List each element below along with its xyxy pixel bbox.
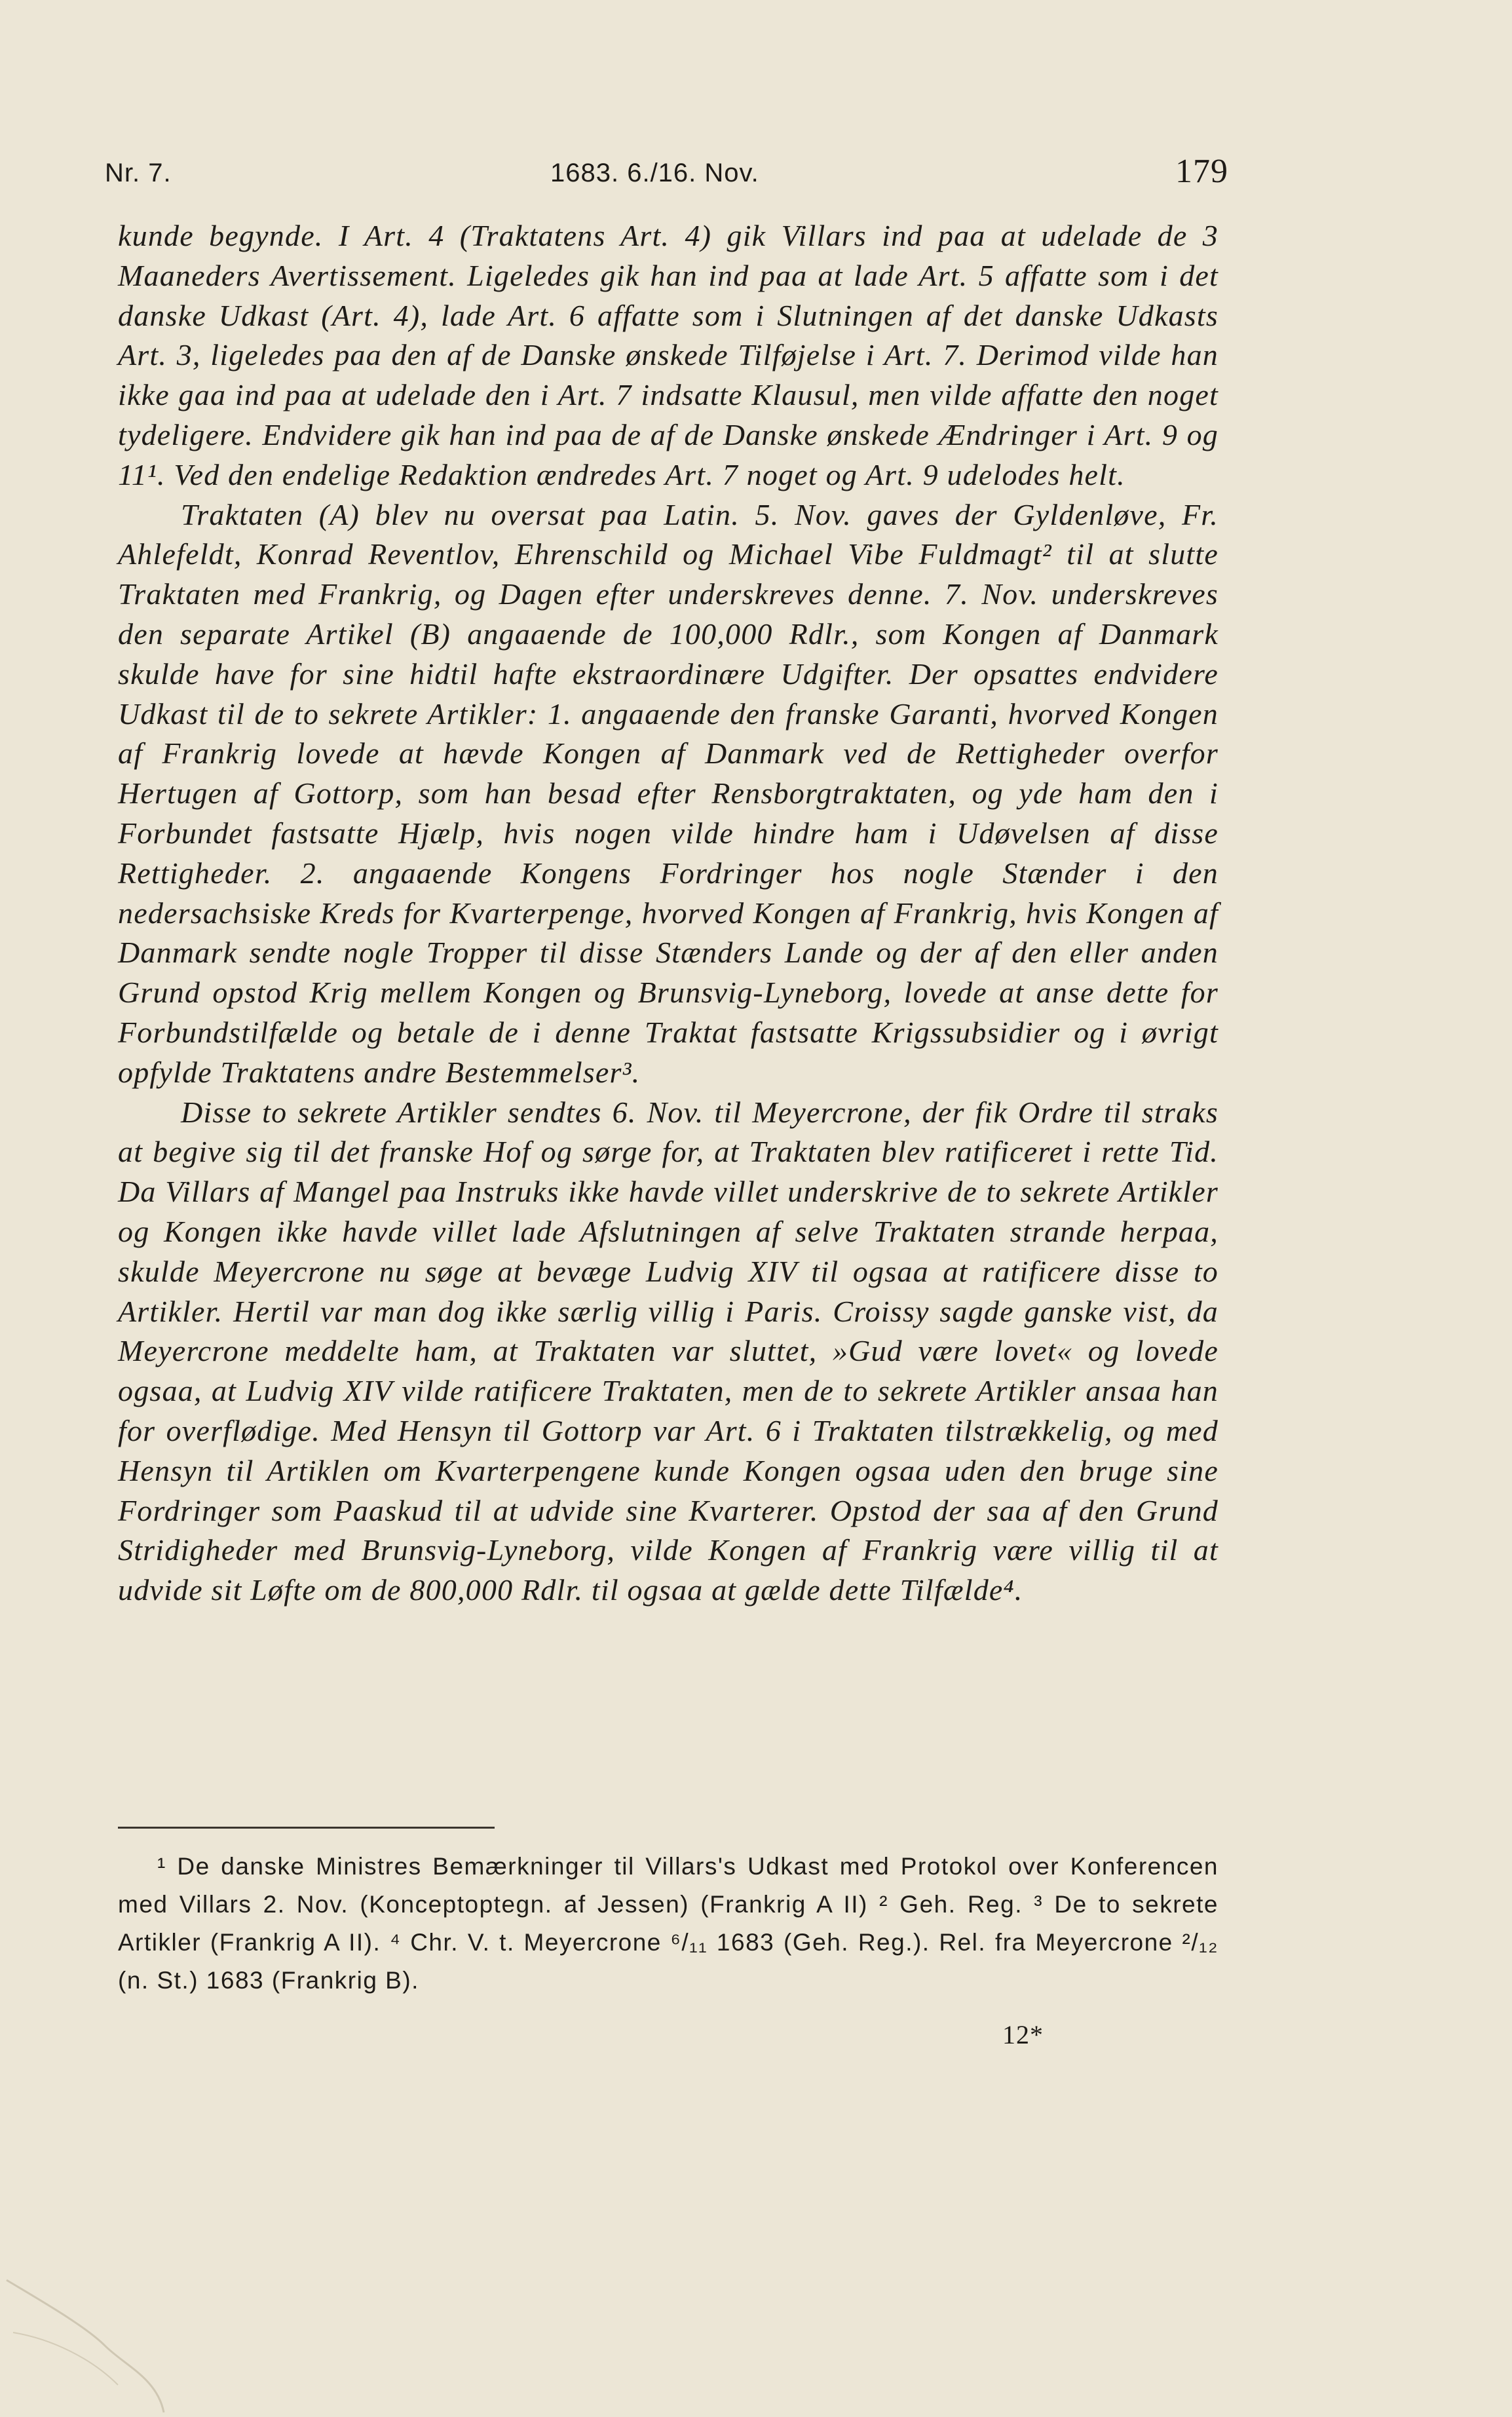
signature-mark: 12* bbox=[1002, 2020, 1044, 2049]
page-number: 179 bbox=[1175, 153, 1228, 190]
document-number: Nr. 7. bbox=[105, 159, 172, 187]
footnote-divider bbox=[118, 1827, 495, 1829]
running-header bbox=[105, 152, 1228, 198]
main-text bbox=[118, 216, 1219, 1610]
header-date: 1683. 6./16. Nov. bbox=[550, 159, 759, 187]
footnotes bbox=[118, 1848, 1219, 2000]
footnote-block: ¹ De danske Ministres Bemærkninger til Villars's Udkast med Protokol over Konferencen med Villars 2. Nov. (Konceptoptegn. af Jessen) (Frankrig A II) ² Geh. Reg. ³ De to sekrete Artikler (Frankrig A II). ⁴ Chr. V. t. Meyercrone ⁶/₁₁ 1683 (Geh. Reg.). Rel. fra Meyercrone ²/₁₂ (n. St.) 1683 (Frankrig B). bbox=[118, 1853, 1219, 1994]
page-edge-mark bbox=[0, 2241, 170, 2417]
paragraph: Disse to sekrete Artikler sendtes 6. Nov. til Meyercrone, der fik Ordre til straks at begive sig til det franske Hof og sørge for, at Traktaten blev ratificeret i rette Tid. Da Villars af Mangel paa Instruks ikke havde villet underskrive de to sekrete Artikler og Kongen ikke havde villet lade Afslutningen af selve Traktaten strande herpaa, skulde Meyercrone nu søge at bevæge Ludvig XIV til ogsaa at ratificere disse to Artikler. Hertil var man dog ikke særlig villig i Paris. Croissy sagde ganske vist, da Meyercrone meddelte ham, at Traktaten var sluttet, »Gud være lovet« og lovede ogsaa, at Ludvig XIV vilde ratificere Traktaten, men de to sekrete Artikler ansaa han for overflødige. Med Hensyn til Gottorp var Art. 6 i Traktaten tilstrækkelig, og med Hensyn til Artiklen om Kvarterpengene kunde Kongen ogsaa uden den bruge sine Fordringer som Paaskud til at udvide sine Kvarterer. Opstod der saa af den Grund Stridigheder med Brunsvig-Lyneborg, vilde Kongen af Frankrig være villig til at udvide sit Løfte om de 800,000 Rdlr. til ogsaa at gælde dette Tilfælde⁴. bbox=[118, 1095, 1219, 1607]
paragraph: Traktaten (A) blev nu oversat paa Latin. 5. Nov. gaves der Gyldenløve, Fr. Ahlefeldt, Konrad Reventlov, Ehrenschild og Michael Vibe Fuldmagt² til at slutte Traktaten med Frankrig, og Dagen efter underskreves denne. 7. Nov. underskreves den separate Artikel (B) angaaende de 100,000 Rdlr., som Kongen af Danmark skulde have for sine hidtil hafte ekstraordinære Udgifter. Der opsattes endvidere Udkast til de to sekrete Artikler: 1. angaaende den franske Garanti, hvorved Kongen af Frankrig lovede at hævde Kongen af Danmark ved de Rettigheder overfor Hertugen af Gottorp, som han besad efter Rensborgtraktaten, og yde ham den i Forbundet fastsatte Hjælp, hvis nogen vilde hindre ham i Udøvelsen af disse Rettigheder. 2. angaaende Kongens Fordringer hos nogle Stænder i den nedersachsiske Kreds for Kvarterpenge, hvorved Kongen af Frankrig, hvis Kongen af Danmark sendte nogle Tropper til disse Stænders Lande og der af den eller anden Grund opstod Krig mellem Kongen og Brunsvig-Lyneborg, lovede at anse dette for Forbundstilfælde og betale de i denne Traktat fastsatte Krigssubsidier og i øvrigt opfylde Traktatens andre Bestemmelser³. bbox=[118, 497, 1219, 1089]
paragraph: kunde begynde. I Art. 4 (Traktatens Art. 4) gik Villars ind paa at udelade de 3 Maaneders Avertissement. Ligeledes gik han ind paa at lade Art. 5 affatte som i det danske Udkast (Art. 4), lade Art. 6 affatte som i Slutningen af det danske Udkasts Art. 3, ligeledes paa den af de Danske ønskede Tilføjelse i Art. 7. Derimod vilde han ikke gaa ind paa at udelade den i Art. 7 indsatte Klausul, men vilde affatte den noget tydeligere. Endvidere gik han ind paa de af de Danske ønskede Ændringer i Art. 9 og 11¹. Ved den endelige Redaktion ændredes Art. 7 noget og Art. 9 udelodes helt. bbox=[118, 219, 1219, 491]
